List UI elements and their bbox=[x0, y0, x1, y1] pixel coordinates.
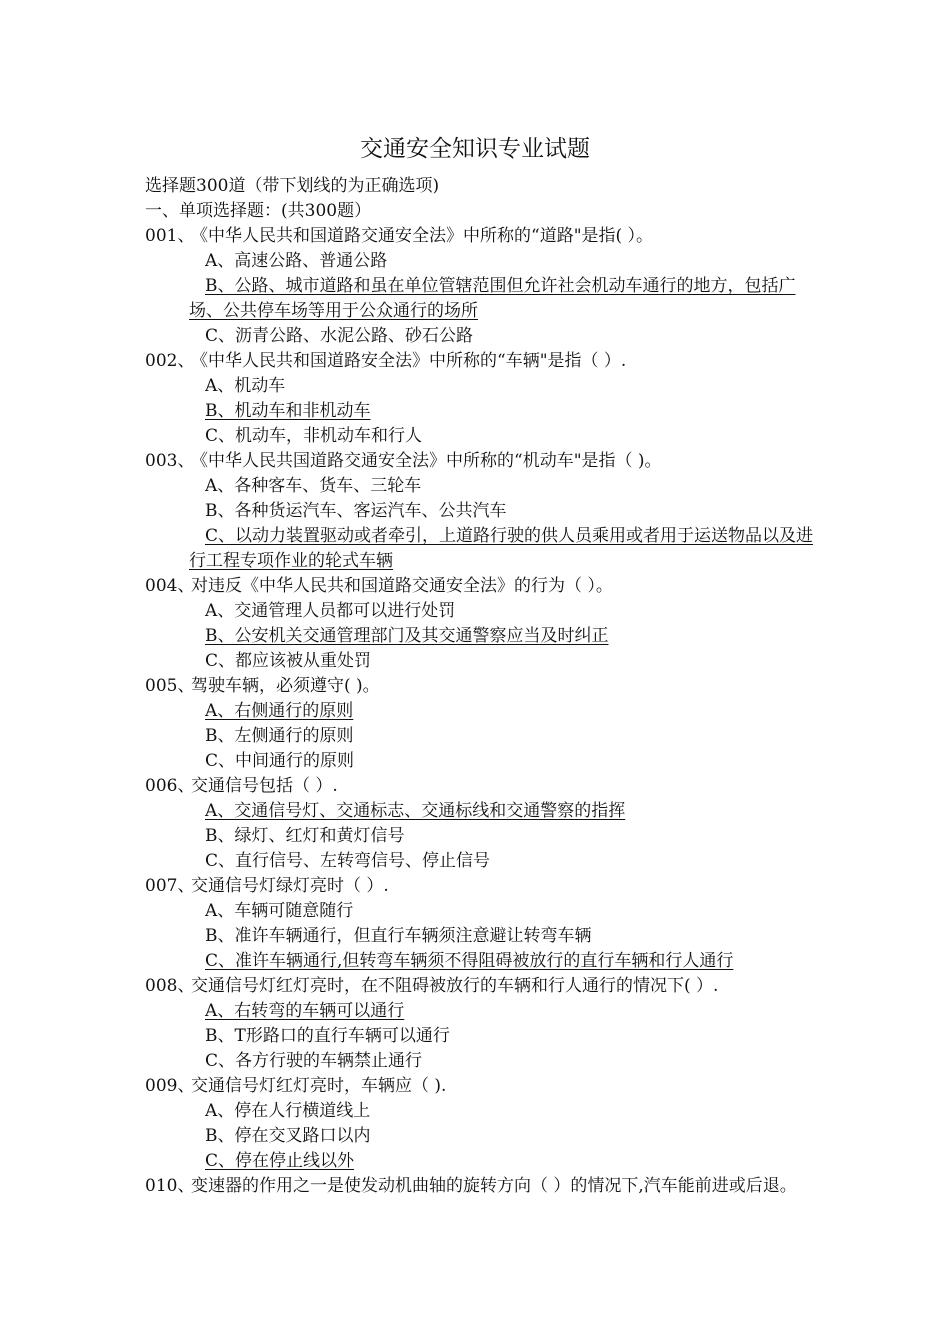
question-item bbox=[145, 874, 825, 974]
answer-option bbox=[145, 924, 825, 949]
option-text: B、机动车和非机动车 bbox=[205, 401, 371, 421]
question-number: 005、 bbox=[145, 676, 195, 696]
correct-option bbox=[145, 799, 825, 824]
question-number: 006、 bbox=[145, 776, 195, 796]
question-stem bbox=[145, 674, 825, 699]
question-number: 009、 bbox=[145, 1076, 195, 1096]
question-number: 008、 bbox=[145, 976, 195, 996]
question-number: 002、 bbox=[145, 351, 195, 371]
question-item bbox=[145, 674, 825, 774]
correct-option bbox=[145, 399, 825, 424]
option-text: C、直行信号、左转弯信号、停止信号 bbox=[205, 851, 491, 871]
option-text: A、停在人行横道线上 bbox=[205, 1101, 371, 1121]
option-text: B、停在交叉路口以内 bbox=[205, 1126, 371, 1146]
answer-option bbox=[145, 849, 825, 874]
question-text: 变速器的作用之一是使发动机曲轴的旋转方向（ ）的情况下,汽车能前进或后退。 bbox=[191, 1176, 797, 1196]
option-text: B、左侧通行的原则 bbox=[205, 726, 354, 746]
correct-option bbox=[145, 524, 825, 574]
question-stem bbox=[145, 349, 825, 374]
correct-option bbox=[145, 1149, 825, 1174]
intro-line: 选择题300道（带下划线的为正确选项) bbox=[145, 176, 440, 196]
answer-option bbox=[145, 1099, 825, 1124]
option-text: A、车辆可随意随行 bbox=[205, 901, 354, 921]
option-text: B、绿灯、红灯和黄灯信号 bbox=[205, 826, 405, 846]
answer-option bbox=[145, 474, 825, 499]
option-text: A、高速公路、普通公路 bbox=[205, 251, 388, 271]
question-stem bbox=[145, 1174, 825, 1199]
option-text: A、右转弯的车辆可以通行 bbox=[205, 1001, 405, 1021]
question-stem bbox=[145, 974, 825, 999]
option-text: B、公安机关交通管理部门及其交通警察应当及时纠正 bbox=[205, 626, 609, 646]
question-list bbox=[145, 224, 825, 1199]
question-text: 交通信号包括（ ）. bbox=[191, 776, 338, 796]
answer-option bbox=[145, 899, 825, 924]
question-number: 010、 bbox=[145, 1176, 195, 1196]
option-text: A、机动车 bbox=[205, 376, 286, 396]
question-stem bbox=[145, 224, 825, 249]
option-text: C、各方行驶的车辆禁止通行 bbox=[205, 1051, 423, 1071]
document-title: 交通安全知识专业试题 bbox=[360, 136, 590, 162]
answer-option bbox=[145, 1124, 825, 1149]
correct-option bbox=[145, 949, 825, 974]
question-text: 交通信号灯绿灯亮时（ ）. bbox=[191, 876, 389, 896]
question-text: 交通信号灯红灯亮时，车辆应（ ). bbox=[191, 1076, 447, 1096]
option-text: C、都应该被从重处罚 bbox=[205, 651, 372, 671]
option-text: A、交通管理人员都可以进行处罚 bbox=[205, 601, 456, 621]
question-item bbox=[145, 574, 825, 674]
question-stem bbox=[145, 774, 825, 799]
correct-option bbox=[145, 999, 825, 1024]
correct-option bbox=[145, 699, 825, 724]
answer-option bbox=[145, 824, 825, 849]
option-text: C、机动车，非机动车和行人 bbox=[205, 426, 423, 446]
question-text: 对违反《中华人民共和国道路交通安全法》的行为（ ）。 bbox=[191, 576, 613, 596]
option-text: C、中间通行的原则 bbox=[205, 751, 355, 771]
option-text: A、右侧通行的原则 bbox=[205, 701, 354, 721]
option-text: B、公路、城市道路和虽在单位管辖范围但允许社会机动车通行的地方，包括广场、公共停车场等用于公众通行的场所 bbox=[189, 276, 796, 321]
option-text: A、交通信号灯、交通标志、交通标线和交通警察的指挥 bbox=[205, 801, 626, 821]
option-text: B、准许车辆通行，但直行车辆须注意避让转弯车辆 bbox=[205, 926, 592, 946]
question-item bbox=[145, 349, 825, 449]
question-item bbox=[145, 1174, 825, 1199]
question-text: 《中华人民共和国道路交通安全法》中所称的“道路"是指( ）。 bbox=[191, 226, 654, 246]
question-number: 004、 bbox=[145, 576, 195, 596]
option-text: B、各种货运汽车、客运汽车、公共汽车 bbox=[205, 501, 507, 521]
answer-option bbox=[145, 249, 825, 274]
correct-option bbox=[145, 274, 825, 324]
question-number: 001、 bbox=[145, 226, 195, 246]
question-item bbox=[145, 774, 825, 874]
option-text: B、T形路口的直行车辆可以通行 bbox=[205, 1026, 450, 1046]
answer-option bbox=[145, 599, 825, 624]
question-text: 《中华人民共国道路交通安全法》中所称的“机动车"是指（ )。 bbox=[191, 451, 662, 471]
question-item bbox=[145, 449, 825, 574]
answer-option bbox=[145, 1024, 825, 1049]
correct-option bbox=[145, 624, 825, 649]
answer-option bbox=[145, 374, 825, 399]
section-heading: 一、单项选择题：(共300题） bbox=[145, 201, 372, 221]
question-text: 驾驶车辆，必须遵守( )。 bbox=[191, 676, 380, 696]
answer-option bbox=[145, 424, 825, 449]
question-stem bbox=[145, 1074, 825, 1099]
question-text: 交通信号灯红灯亮时，在不阻碍被放行的车辆和行人通行的情况下( ）. bbox=[191, 976, 719, 996]
option-text: C、停在停止线以外 bbox=[205, 1151, 355, 1171]
answer-option bbox=[145, 1049, 825, 1074]
question-item bbox=[145, 1074, 825, 1174]
answer-option bbox=[145, 499, 825, 524]
option-text: C、沥青公路、水泥公路、砂石公路 bbox=[205, 326, 474, 346]
option-text: A、各种客车、货车、三轮车 bbox=[205, 476, 422, 496]
question-stem bbox=[145, 449, 825, 474]
question-number: 007、 bbox=[145, 876, 195, 896]
answer-option bbox=[145, 724, 825, 749]
question-number: 003、 bbox=[145, 451, 195, 471]
question-text: 《中华人民共和国道路安全法》中所称的“车辆"是指（ ）. bbox=[191, 351, 627, 371]
answer-option bbox=[145, 649, 825, 674]
question-item bbox=[145, 224, 825, 349]
option-text: C、准许车辆通行,但转弯车辆须不得阻碍被放行的直行车辆和行人通行 bbox=[205, 951, 734, 971]
question-item bbox=[145, 974, 825, 1074]
question-stem bbox=[145, 574, 825, 599]
answer-option bbox=[145, 749, 825, 774]
option-text: C、以动力装置驱动或者牵引，上道路行驶的供人员乘用或者用于运送物品以及进行工程专项作业的轮式车辆 bbox=[189, 526, 814, 571]
answer-option bbox=[145, 324, 825, 349]
question-stem bbox=[145, 874, 825, 899]
